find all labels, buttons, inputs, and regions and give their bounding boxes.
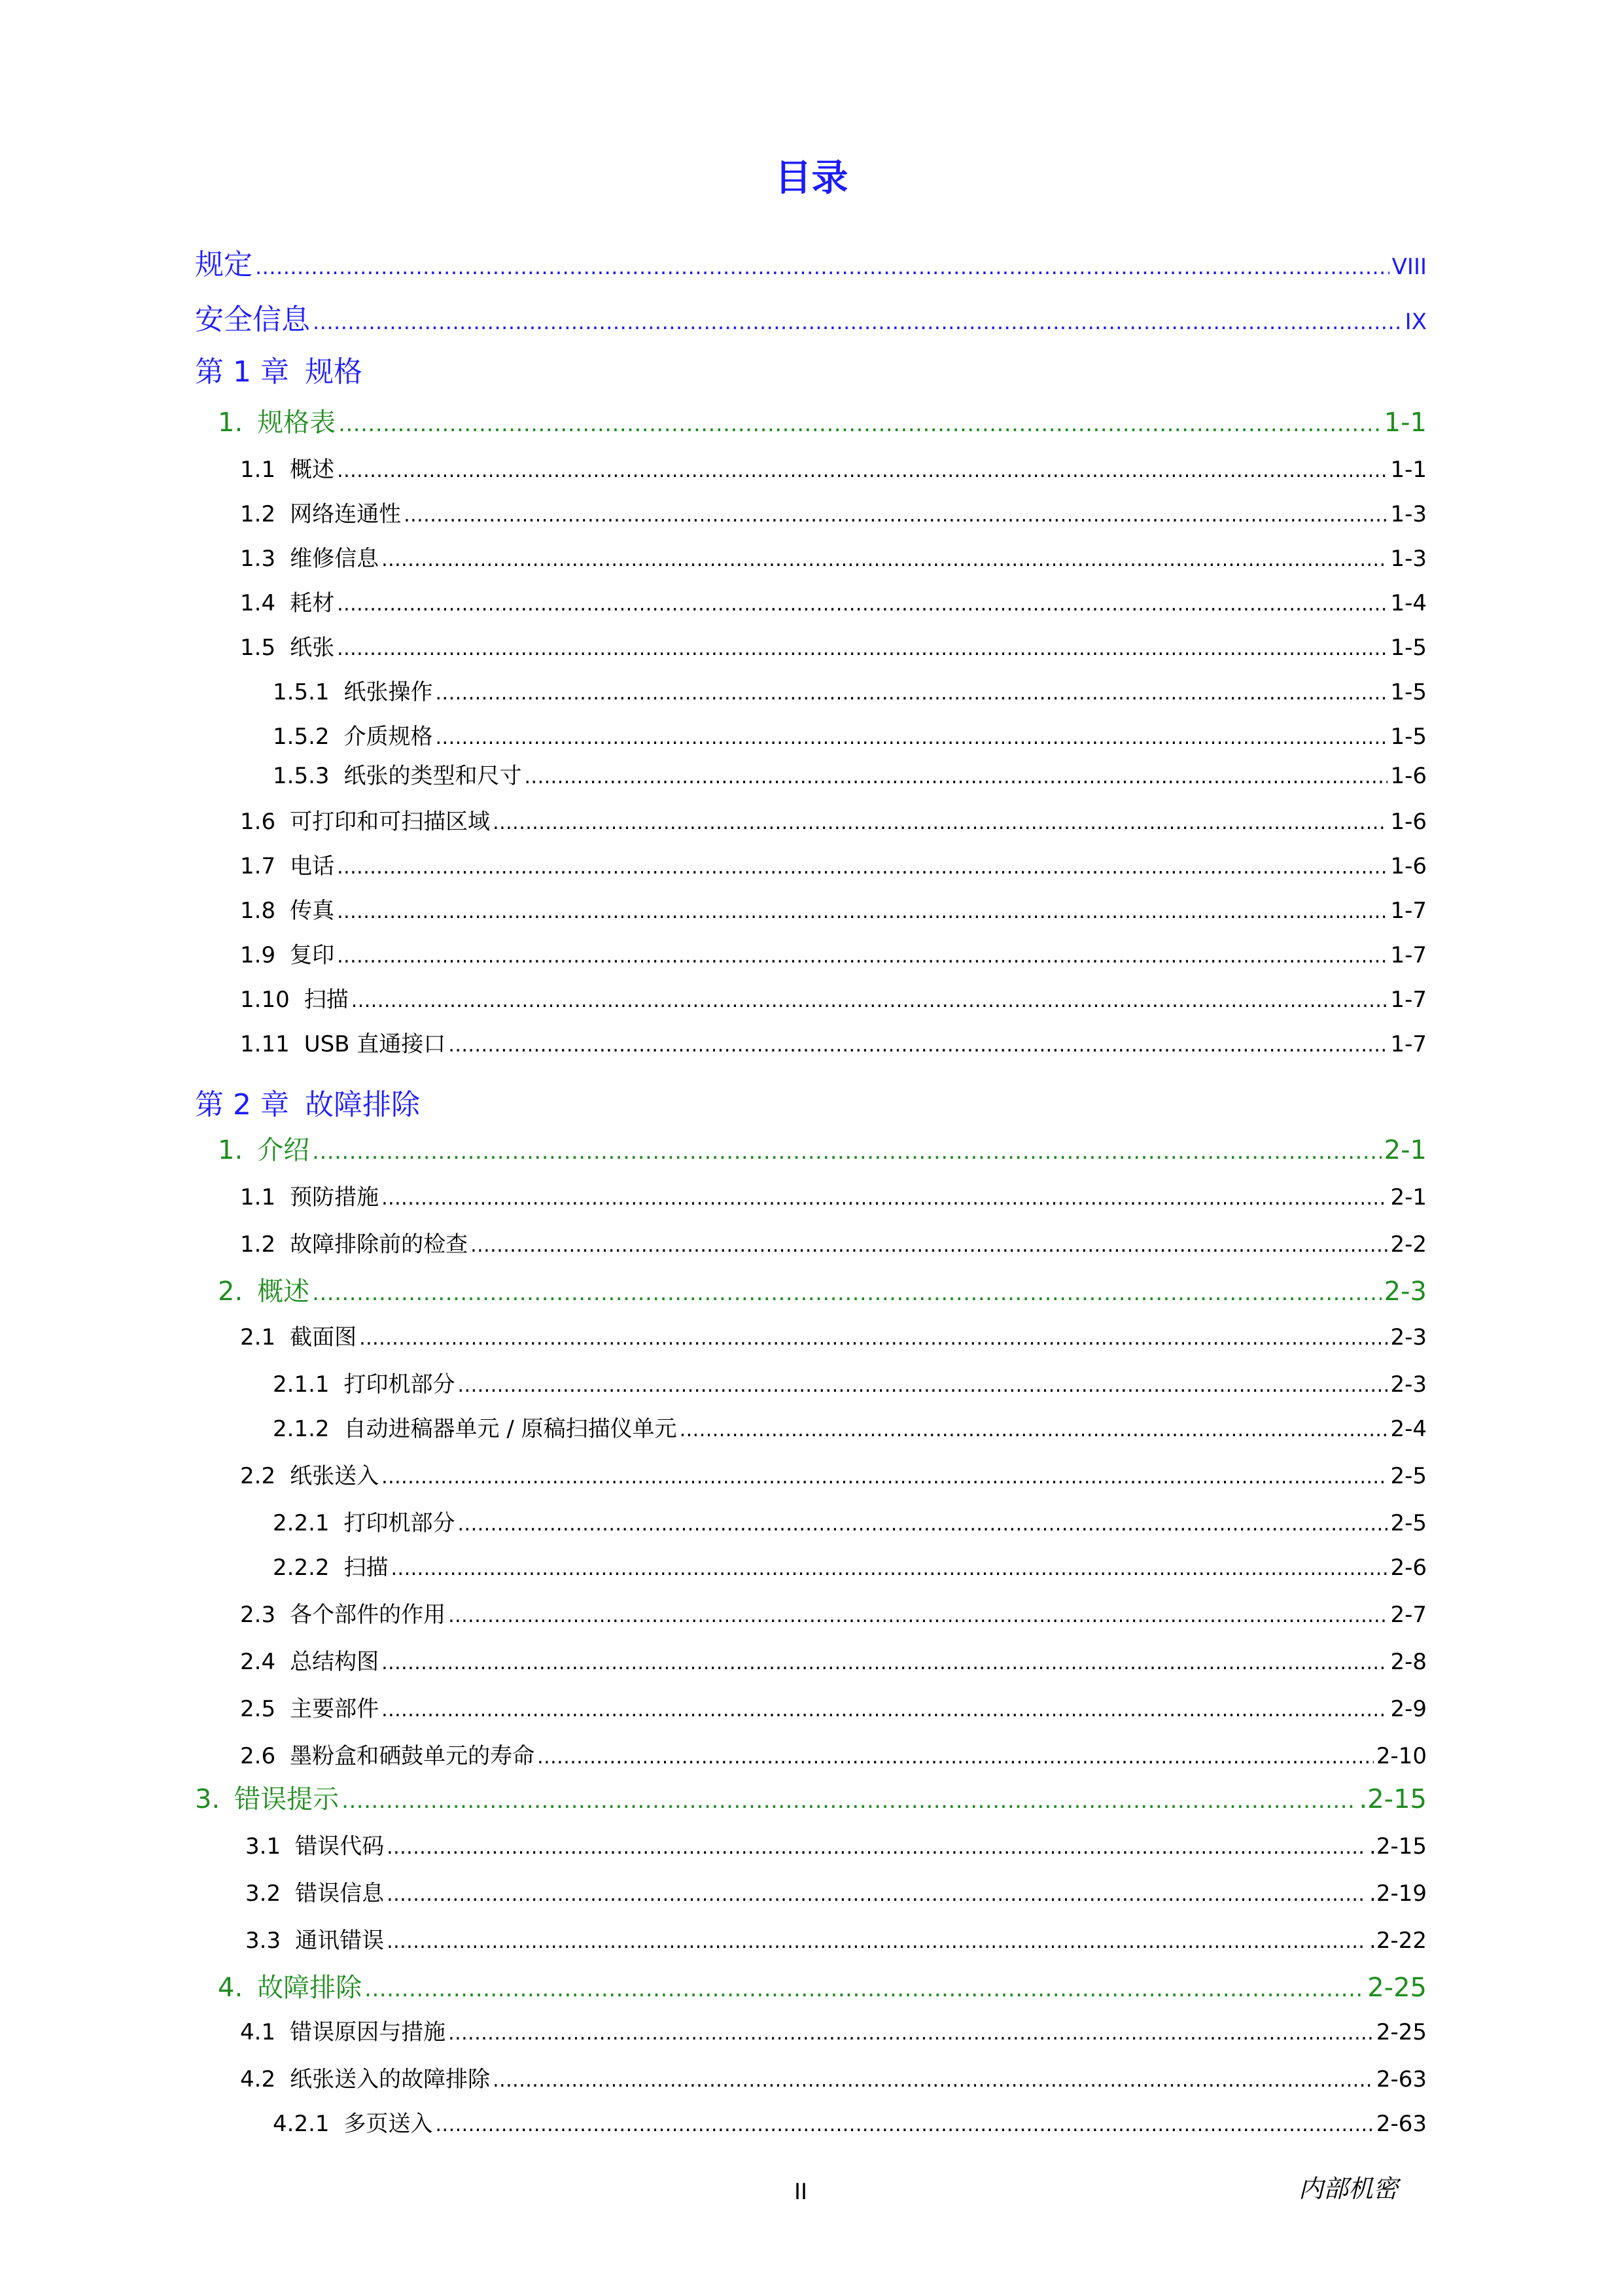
- toc-entry-number: 1.11: [240, 1031, 290, 1057]
- toc-page-number: .2-19: [1369, 1881, 1427, 1907]
- toc-entry-text: 电话: [290, 853, 335, 879]
- toc-page-number: 2-1: [1390, 1184, 1427, 1210]
- toc-section-1-1[interactable]: [218, 402, 1427, 439]
- toc-entry-text: 安全信息: [195, 303, 310, 336]
- toc-entry-number: 1.: [218, 1135, 243, 1165]
- toc-page-number: 1-3: [1390, 501, 1427, 527]
- toc-entry-number: 1.10: [240, 987, 290, 1013]
- toc-page-number: 1-6: [1390, 853, 1427, 879]
- toc-leader-dots: [458, 1374, 1388, 1397]
- toc-page-number: 1-5: [1390, 724, 1427, 750]
- toc-entry[interactable]: [240, 1691, 1427, 1723]
- toc-entry-regulations[interactable]: [195, 241, 1427, 283]
- toc-entry[interactable]: [240, 804, 1427, 836]
- toc-entry-number: 1.8: [240, 898, 276, 924]
- toc-page-number: 2-9: [1390, 1696, 1427, 1722]
- toc-page-number: 2-3: [1390, 1324, 1427, 1351]
- toc-section-2-1[interactable]: [218, 1129, 1427, 1167]
- toc-entry[interactable]: [273, 758, 1427, 790]
- toc-entry[interactable]: [240, 848, 1427, 880]
- toc-entry-number: 1.5.2: [273, 724, 330, 750]
- toc-leader-dots: [337, 945, 1387, 968]
- footer-confidential-label: 内部机密: [1299, 2174, 1399, 2203]
- toc-page-number: 2-63: [1376, 2111, 1427, 2137]
- toc-entry-text: 纸张送入: [290, 1463, 379, 1489]
- toc-entry-number: 1.6: [240, 809, 276, 835]
- toc-entry-text: 各个部件的作用: [290, 1602, 446, 1628]
- toc-entry-number: 2.2.2: [273, 1555, 330, 1581]
- toc-entry[interactable]: [240, 892, 1427, 925]
- toc-entry[interactable]: [240, 629, 1427, 662]
- toc-page-number: IX: [1405, 309, 1427, 335]
- toc-leader-dots: [387, 1930, 1367, 1953]
- toc-page-number: 2-25: [1367, 1973, 1427, 2003]
- toc-entry[interactable]: [240, 585, 1427, 617]
- toc-entry[interactable]: [240, 1738, 1427, 1770]
- chapter-number: 第 1 章: [195, 355, 289, 389]
- toc-leader-dots: [341, 1788, 1356, 1814]
- toc-entry-text: 耗材: [290, 590, 335, 616]
- toc-entry-number: 2.5: [240, 1696, 276, 1722]
- toc-entry-safety[interactable]: [195, 296, 1427, 338]
- toc-page-number: 1-7: [1390, 898, 1427, 924]
- toc-entry-text: 概述: [257, 1277, 310, 1307]
- toc-entry-number: 1.5.3: [273, 763, 330, 789]
- footer-page-number: II: [794, 2179, 808, 2205]
- toc-leader-dots: [312, 1139, 1381, 1165]
- toc-leader-dots: [448, 1604, 1387, 1627]
- toc-leader-dots: [387, 1836, 1367, 1859]
- toc-leader-dots: [493, 2069, 1374, 2092]
- toc-page-number: .2-15: [1359, 1784, 1427, 1814]
- toc-leader-dots: [436, 682, 1388, 705]
- toc-entry[interactable]: [240, 1179, 1427, 1211]
- toc-entry-text: 维修信息: [290, 546, 379, 572]
- toc-entry-text: 可打印和可扫描区域: [290, 809, 491, 835]
- toc-entry-text: 规格表: [257, 408, 336, 438]
- chapter-title: 规格: [304, 355, 362, 389]
- toc-leader-dots: [337, 593, 1387, 616]
- toc-entry[interactable]: [273, 1549, 1427, 1581]
- toc-page-number: 2-5: [1390, 1510, 1427, 1536]
- toc-leader-dots: [364, 1976, 1365, 2002]
- toc-entry-text: 传真: [290, 898, 335, 924]
- toc-entry-text: 截面图: [290, 1324, 357, 1351]
- toc-entry-text: 纸张操作: [343, 679, 433, 705]
- toc-leader-dots: [381, 1651, 1387, 1674]
- toc-entry-number: 2.2.1: [273, 1510, 330, 1536]
- toc-section-2-3[interactable]: [195, 1778, 1427, 1816]
- toc-entry-number: 3.3: [245, 1928, 281, 1954]
- toc-entry-text: 错误代码: [295, 1833, 385, 1860]
- toc-entry-text: 错误原因与措施: [290, 2019, 446, 2045]
- toc-page-number: 2-5: [1390, 1463, 1427, 1489]
- toc-entry[interactable]: [240, 2061, 1427, 2093]
- toc-page-number: 1-5: [1390, 635, 1427, 661]
- toc-entry-number: 2.1.1: [273, 1371, 330, 1398]
- toc-entry-number: 2.6: [240, 1743, 276, 1769]
- toc-entry-number: 3.: [195, 1784, 220, 1814]
- toc-entry-text: 纸张: [290, 635, 335, 661]
- toc-entry-text: USB 直通接口: [304, 1031, 446, 1057]
- chapter-title: 故障排除: [304, 1088, 420, 1122]
- toc-entry-text: 故障排除前的检查: [290, 1231, 468, 1258]
- chapter-1-heading[interactable]: [195, 348, 362, 390]
- toc-section-2-4[interactable]: [218, 1967, 1427, 2004]
- toc-entry-number: 1.2: [240, 1231, 276, 1258]
- toc-entry[interactable]: [273, 718, 1427, 751]
- toc-entry[interactable]: [273, 674, 1427, 706]
- toc-leader-dots: [312, 1280, 1381, 1306]
- toc-entry-text: 介绍: [257, 1135, 310, 1165]
- toc-page-number: 2-3: [1390, 1371, 1427, 1398]
- toc-leader-dots: [448, 2022, 1374, 2045]
- toc-leader-dots: [313, 309, 1403, 334]
- toc-leader-dots: [359, 1327, 1387, 1350]
- toc-entry-text: 打印机部分: [343, 1371, 455, 1398]
- toc-page-number: VIII: [1391, 254, 1427, 280]
- toc-entry-number: 1.7: [240, 853, 276, 879]
- toc-entry[interactable]: [240, 540, 1427, 573]
- toc-page-number: 1-1: [1384, 408, 1427, 438]
- toc-leader-dots: [337, 459, 1387, 482]
- toc-entry-number: 2.4: [240, 1649, 276, 1675]
- toc-leader-dots: [436, 2113, 1374, 2136]
- toc-entry-text: 自动进稿器单元 / 原稿扫描仪单元: [343, 1416, 677, 1442]
- toc-entry-number: 4.2: [240, 2066, 276, 2093]
- toc-entry-number: 1.1: [240, 457, 276, 483]
- toc-entry[interactable]: [240, 496, 1427, 528]
- toc-page-number: .2-15: [1369, 1833, 1427, 1860]
- page-title: 目录: [775, 157, 848, 200]
- toc-page-number: 2-1: [1384, 1135, 1427, 1165]
- toc-entry-text: 纸张的类型和尺寸: [343, 763, 522, 789]
- toc-entry[interactable]: [240, 451, 1427, 484]
- toc-entry-number: 2.: [218, 1277, 243, 1307]
- toc-entry-text: 预防措施: [290, 1184, 379, 1210]
- toc-leader-dots: [381, 1699, 1387, 1722]
- toc-entry-text: 多页送入: [343, 2111, 433, 2137]
- toc-page-number: 2-4: [1390, 1416, 1427, 1442]
- toc-page-number: 1-7: [1390, 987, 1427, 1013]
- toc-leader-dots: [525, 766, 1388, 788]
- toc-entry-number: 2.3: [240, 1602, 276, 1628]
- toc-entry-text: 通讯错误: [295, 1928, 385, 1954]
- toc-entry-text: 打印机部分: [343, 1510, 455, 1536]
- toc-entry-text: 总结构图: [290, 1649, 379, 1675]
- toc-entry-text: 故障排除: [257, 1973, 362, 2003]
- toc-leader-dots: [337, 856, 1387, 879]
- toc-entry[interactable]: [273, 2106, 1427, 2138]
- toc-entry-number: 4.1: [240, 2019, 276, 2045]
- toc-leader-dots: [537, 1746, 1374, 1769]
- toc-entry[interactable]: [240, 1226, 1427, 1258]
- toc-entry-number: 1.5.1: [273, 679, 330, 705]
- toc-leader-dots: [381, 1187, 1387, 1210]
- chapter-2-heading[interactable]: [195, 1081, 420, 1123]
- toc-entry-number: 4.: [218, 1973, 243, 2003]
- toc-page-number: 2-7: [1390, 1602, 1427, 1628]
- chapter-number: 第 2 章: [195, 1088, 289, 1122]
- toc-entry[interactable]: [240, 2014, 1427, 2046]
- toc-entry-text: 概述: [290, 457, 335, 483]
- toc-page-number: 2-25: [1376, 2019, 1427, 2045]
- toc-leader-dots: [337, 637, 1387, 660]
- toc-entry-number: 1.1: [240, 1184, 276, 1210]
- toc-leader-dots: [448, 1034, 1387, 1057]
- toc-leader-dots: [493, 811, 1387, 834]
- toc-leader-dots: [404, 504, 1387, 527]
- toc-section-2-2[interactable]: [218, 1271, 1427, 1308]
- toc-entry-text: 错误提示: [234, 1784, 340, 1814]
- toc-entry-number: 2.1: [240, 1324, 276, 1351]
- toc-entry[interactable]: [245, 1828, 1427, 1860]
- toc-leader-dots: [458, 1513, 1388, 1536]
- toc-entry-text: 纸张送入的故障排除: [290, 2066, 491, 2093]
- toc-entry[interactable]: [273, 1411, 1427, 1443]
- toc-page-number: 2-63: [1376, 2066, 1427, 2093]
- toc-entry[interactable]: [273, 1505, 1427, 1537]
- toc-page-number: 1-6: [1390, 763, 1427, 789]
- toc-leader-dots: [255, 255, 1389, 279]
- toc-entry[interactable]: [240, 1597, 1427, 1629]
- toc-leader-dots: [470, 1234, 1387, 1257]
- toc-leader-dots: [351, 989, 1388, 1012]
- toc-entry-number: 2.1.2: [273, 1416, 330, 1442]
- toc-page-number: 1-4: [1390, 590, 1427, 616]
- toc-entry[interactable]: [240, 1458, 1427, 1490]
- toc-page-number: 1-7: [1390, 1031, 1427, 1057]
- toc-page-number: 2-8: [1390, 1649, 1427, 1675]
- toc-entry-text: 介质规格: [343, 724, 433, 750]
- toc-leader-dots: [680, 1419, 1388, 1441]
- toc-entry-text: 主要部件: [290, 1696, 379, 1722]
- toc-leader-dots: [338, 411, 1381, 437]
- toc-entry-text: 网络连通性: [290, 501, 402, 527]
- toc-leader-dots: [337, 900, 1387, 923]
- toc-leader-dots: [436, 726, 1388, 749]
- toc-page-number: 1-1: [1390, 457, 1427, 483]
- toc-entry[interactable]: [245, 1875, 1427, 1907]
- toc-entry[interactable]: [240, 937, 1427, 969]
- toc-page-number: 1-6: [1390, 809, 1427, 835]
- toc-entry-number: 1.5: [240, 635, 276, 661]
- toc-entry[interactable]: [240, 1026, 1427, 1058]
- toc-page-number: 1-3: [1390, 546, 1427, 572]
- toc-entry[interactable]: [240, 981, 1427, 1014]
- toc-page-number: 2-10: [1376, 1743, 1427, 1769]
- toc-entry-number: 1.9: [240, 942, 276, 968]
- toc-entry-number: 2.2: [240, 1463, 276, 1489]
- toc-entry-text: 复印: [290, 942, 335, 968]
- toc-entry-number: 4.2.1: [273, 2111, 330, 2137]
- toc-entry-text: 错误信息: [295, 1881, 385, 1907]
- toc-entry-text: 墨粉盒和硒鼓单元的寿命: [290, 1743, 535, 1769]
- toc-entry-number: 3.2: [245, 1881, 281, 1907]
- toc-entry[interactable]: [240, 1644, 1427, 1676]
- toc-entry[interactable]: [273, 1366, 1427, 1398]
- toc-entry-text: 规定: [195, 248, 253, 281]
- toc-entry-number: 1.3: [240, 546, 276, 572]
- toc-page-number: 2-2: [1390, 1231, 1427, 1258]
- toc-page-number: .2-22: [1369, 1928, 1427, 1954]
- toc-entry-number: 1.4: [240, 590, 276, 616]
- toc-entry-text: 扫描: [304, 987, 349, 1013]
- toc-page-number: 2-3: [1384, 1277, 1427, 1307]
- toc-page-number: 1-5: [1390, 679, 1427, 705]
- toc-entry-number: 1.: [218, 408, 243, 438]
- toc-leader-dots: [381, 1466, 1387, 1489]
- toc-leader-dots: [391, 1557, 1388, 1580]
- toc-entry[interactable]: [245, 1922, 1427, 1954]
- toc-entry-text: 扫描: [343, 1555, 389, 1581]
- toc-entry-number: 1.2: [240, 501, 276, 527]
- toc-leader-dots: [381, 548, 1387, 571]
- toc-leader-dots: [387, 1883, 1367, 1906]
- toc-entry-number: 3.1: [245, 1833, 281, 1860]
- toc-page-number: 1-7: [1390, 942, 1427, 968]
- toc-entry[interactable]: [240, 1319, 1427, 1351]
- toc-page-number: 2-6: [1390, 1555, 1427, 1581]
